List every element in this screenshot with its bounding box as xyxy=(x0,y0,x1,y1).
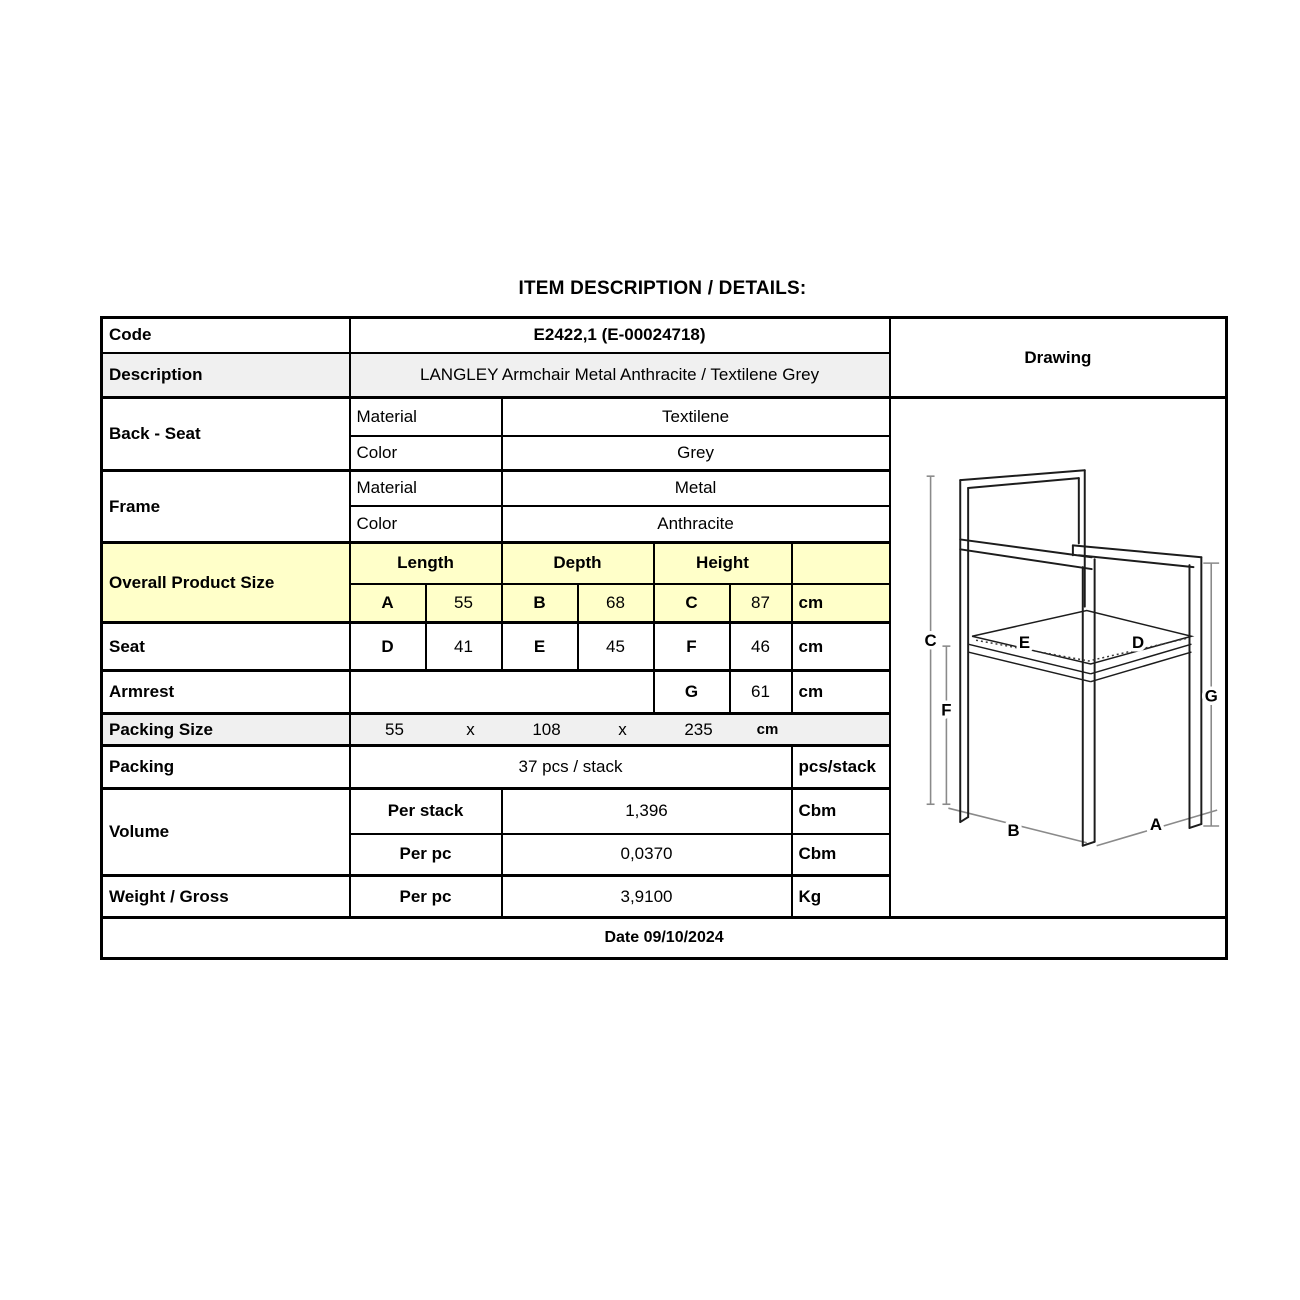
seat-f-value: 46 xyxy=(730,623,792,671)
frame-color-value: Anthracite xyxy=(502,506,890,543)
packing-label: Packing xyxy=(102,746,350,789)
size-a-value: 55 xyxy=(426,584,502,623)
backseat-color-value: Grey xyxy=(502,436,890,471)
armrest-label: Armrest xyxy=(102,671,350,714)
dim-label-f: F xyxy=(940,699,952,719)
packing-size-sep1: x xyxy=(466,719,475,739)
date-value: Date 09/10/2024 xyxy=(102,918,1227,959)
spec-table xyxy=(100,316,1228,960)
weight-unit: Kg xyxy=(792,876,890,918)
seat-e-value: 45 xyxy=(578,623,654,671)
packing-size-label: Packing Size xyxy=(102,714,350,746)
packing-size-values xyxy=(350,714,890,746)
armrest-empty-cell xyxy=(350,671,654,714)
dim-label-g: G xyxy=(1204,685,1218,705)
frame-label: Frame xyxy=(102,471,350,543)
frame-color-label: Color xyxy=(350,506,502,543)
spec-sheet xyxy=(100,279,1225,960)
code-value: E2422,1 (E-00024718) xyxy=(350,318,890,353)
dim-label-d: D xyxy=(1131,632,1144,652)
packing-size-v1: 55 xyxy=(385,719,404,739)
packing-value: 37 pcs / stack xyxy=(350,746,792,789)
seat-f-key: F xyxy=(654,623,730,671)
row-code xyxy=(102,318,1227,353)
packing-unit: pcs/stack xyxy=(792,746,890,789)
size-unit: cm xyxy=(792,584,890,623)
code-label: Code xyxy=(102,318,350,353)
volume-label: Volume xyxy=(102,789,350,876)
armrest-unit: cm xyxy=(792,671,890,714)
drawing-cell xyxy=(890,398,1227,918)
size-b-key: B xyxy=(502,584,578,623)
overall-size-label: Overall Product Size xyxy=(102,543,350,623)
seat-d-key: D xyxy=(350,623,426,671)
armrest-g-value: 61 xyxy=(730,671,792,714)
dimension-lines xyxy=(926,476,1218,846)
volume-per-pc-unit: Cbm xyxy=(792,834,890,876)
row-date xyxy=(102,918,1227,959)
volume-per-stack-label: Per stack xyxy=(350,789,502,834)
frame-material-value: Metal xyxy=(502,471,890,506)
description-label: Description xyxy=(102,353,350,398)
seat-d-value: 41 xyxy=(426,623,502,671)
packing-size-unit: cm xyxy=(756,721,779,738)
chair-drawing xyxy=(897,400,1227,916)
dim-label-a: A xyxy=(1149,814,1162,834)
packing-size-v2: 108 xyxy=(532,719,561,739)
volume-per-stack-unit: Cbm xyxy=(792,789,890,834)
volume-per-pc-label: Per pc xyxy=(350,834,502,876)
seat-e-key: E xyxy=(502,623,578,671)
depth-header: Depth xyxy=(502,543,654,584)
size-c-key: C xyxy=(654,584,730,623)
height-header: Height xyxy=(654,543,792,584)
size-a-key: A xyxy=(350,584,426,623)
dim-label-c: C xyxy=(924,630,937,650)
weight-label: Weight / Gross xyxy=(102,876,350,918)
seat-label: Seat xyxy=(102,623,350,671)
row-backseat-material xyxy=(102,398,1227,436)
volume-per-pc-value: 0,0370 xyxy=(502,834,792,876)
weight-per-pc-label: Per pc xyxy=(350,876,502,918)
size-header-unit-cell xyxy=(792,543,890,584)
backseat-material-value: Textilene xyxy=(502,398,890,436)
backseat-label: Back - Seat xyxy=(102,398,350,471)
weight-value: 3,9100 xyxy=(502,876,792,918)
length-header: Length xyxy=(350,543,502,584)
packing-size-sep2: x xyxy=(618,719,627,739)
dim-label-e: E xyxy=(1018,632,1030,652)
backseat-material-label: Material xyxy=(350,398,502,436)
seat-unit: cm xyxy=(792,623,890,671)
frame-material-label: Material xyxy=(350,471,502,506)
dim-label-b: B xyxy=(1007,820,1020,840)
packing-size-v3: 235 xyxy=(684,719,713,739)
volume-per-stack-value: 1,396 xyxy=(502,789,792,834)
size-c-value: 87 xyxy=(730,584,792,623)
size-b-value: 68 xyxy=(578,584,654,623)
backseat-color-label: Color xyxy=(350,436,502,471)
drawing-header: Drawing xyxy=(890,318,1227,398)
page-title: ITEM DESCRIPTION / DETAILS: xyxy=(518,278,807,299)
description-value: LANGLEY Armchair Metal Anthracite / Textilene Grey xyxy=(350,353,890,398)
armrest-g-key: G xyxy=(654,671,730,714)
